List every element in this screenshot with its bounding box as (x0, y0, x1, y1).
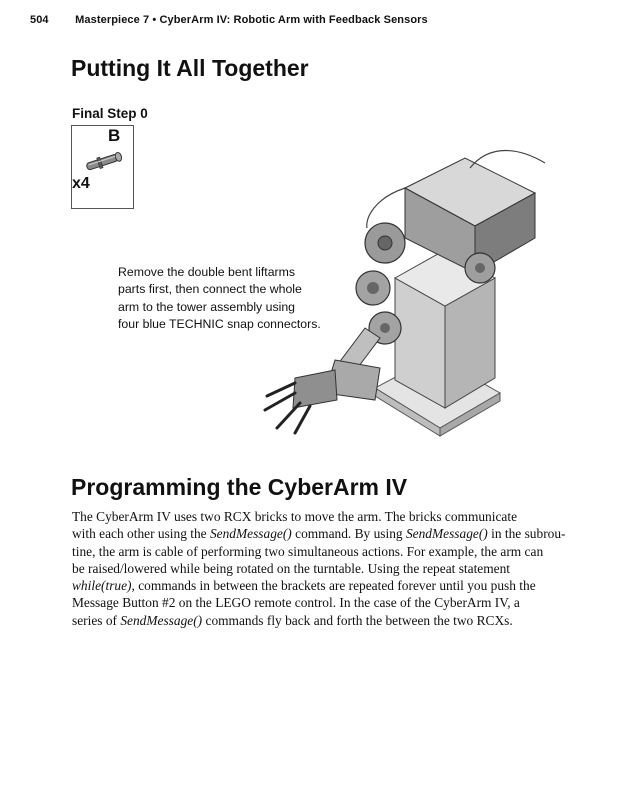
body-paragraph (72, 508, 566, 629)
parts-callout-box (71, 125, 134, 209)
instruction-line: four blue TECHNIC snap connectors. (118, 316, 321, 331)
robotic-arm-assembly-illustration (255, 138, 555, 448)
instruction-line: parts first, then connect the whole (118, 282, 302, 297)
instruction-line: arm to the tower assembly using (118, 299, 296, 314)
code-term: SendMessage() (405, 526, 488, 542)
running-header (30, 14, 610, 26)
paragraph-line: with each other using the SendMessage() command. By using SendMessage() in the subrou- (72, 526, 566, 542)
running-title: Masterpiece 7 • CyberArm IV: Robotic Arm with Feedback Sensors (75, 14, 428, 26)
paragraph-line: tine, the arm is cable of performing two simultaneous actions. For example, the arm can (72, 543, 544, 559)
paragraph-line: be raised/lowered while being rotated on the turntable. Using the repeat statement (72, 560, 511, 576)
section-title-programming: Programming the CyberArm IV (71, 474, 408, 500)
section-title-putting-together: Putting It All Together (71, 55, 309, 81)
paragraph-line: while(true), commands in between the brackets are repeated forever until you push the (72, 578, 536, 594)
paragraph-line: series of SendMessage() commands fly back and forth the between the two RCXs. (72, 612, 513, 628)
code-term: SendMessage() (120, 612, 203, 628)
page-number: 504 (30, 14, 49, 26)
paragraph-line: Message Button #2 on the LEGO remote control. In the case of the CyberArm IV, a (72, 595, 520, 611)
step-label: Final Step 0 (72, 106, 148, 121)
technic-pin-icon (82, 146, 127, 176)
part-letter: B (108, 126, 121, 145)
code-term: while(true) (72, 578, 132, 594)
part-quantity: x4 (72, 175, 90, 192)
instruction-line: Remove the double bent liftarms (118, 265, 296, 279)
paragraph-line: The CyberArm IV uses two RCX bricks to move the arm. The bricks communicate (72, 509, 518, 524)
code-term: SendMessage() (209, 526, 292, 542)
